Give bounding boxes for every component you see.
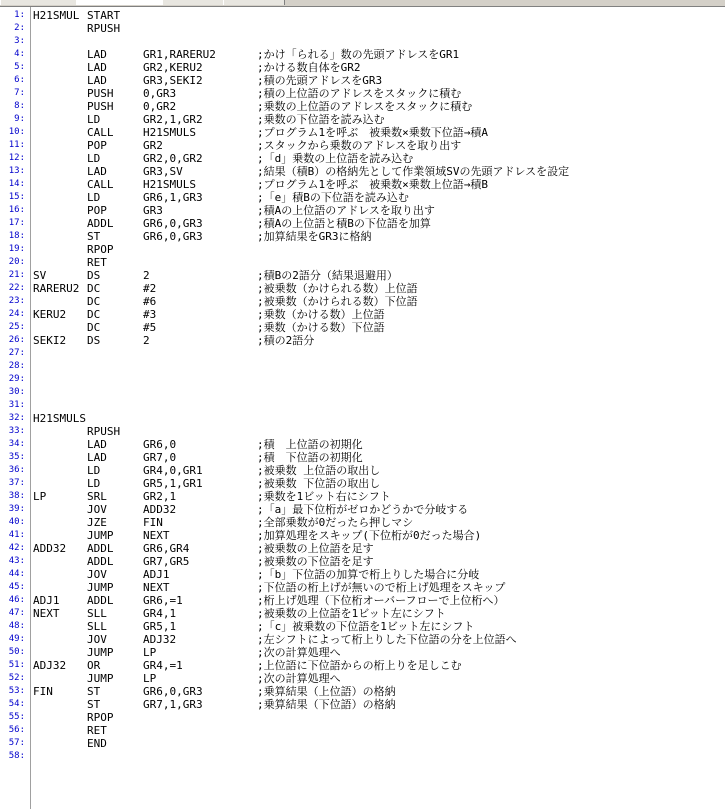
code-opcode: ADDL (87, 555, 114, 568)
line-number: 30 : (1, 386, 25, 399)
code-operand: H21SMULS (143, 126, 196, 139)
code-comment: ;桁上げ処理（下位桁オーバーフローで上位桁へ） (257, 594, 505, 607)
line-number: 51 : (1, 659, 25, 672)
code-operand: GR2,0,GR2 (143, 152, 203, 165)
code-label: FIN (33, 685, 53, 698)
line-number: 40 : (1, 516, 25, 529)
line-number: 19 : (1, 243, 25, 256)
line-number: 26 : (1, 334, 25, 347)
line-number: 48 : (1, 620, 25, 633)
code-opcode: ADDL (87, 217, 114, 230)
line-number: 9 : (1, 113, 25, 126)
code-operand: GR7,1,GR3 (143, 698, 203, 711)
code-comment: ;「d」乗数の上位語を読み込む (257, 152, 414, 165)
line-number: 34 : (1, 438, 25, 451)
line-number: 46 : (1, 594, 25, 607)
code-operand: GR2,1 (143, 490, 177, 503)
code-opcode: ADDL (87, 542, 114, 555)
line-number: 58 : (1, 750, 25, 763)
code-opcode: LAD (87, 61, 107, 74)
code-comment: ;「c」被乗数の下位語を1ビット左にシフト (257, 620, 475, 633)
code-operand: #5 (143, 321, 157, 334)
code-operand: 2 (143, 334, 150, 347)
code-opcode: RPOP (87, 243, 114, 256)
line-number: 57 : (1, 737, 25, 750)
code-label: H21SMUL (33, 9, 80, 22)
line-number: 42 : (1, 542, 25, 555)
line-number: 28 : (1, 360, 25, 373)
code-opcode: LD (87, 191, 101, 204)
code-comment: ;下位語の桁上げが無いので桁上げ処理をスキップ (257, 581, 506, 594)
code-operand: #6 (143, 295, 157, 308)
code-label: H21SMULS (33, 412, 86, 425)
code-operand: #2 (143, 282, 157, 295)
code-operand: GR6,0,GR3 (143, 230, 203, 243)
code-label: ADD32 (33, 542, 67, 555)
line-number: 21 : (1, 269, 25, 282)
code-opcode: CALL (87, 126, 114, 139)
code-operand: GR2,KERU2 (143, 61, 203, 74)
line-number: 24 : (1, 308, 25, 321)
code-comment: ;左シフトによって桁上りした下位語の分を上位語へ (257, 633, 517, 646)
line-number: 37 : (1, 477, 25, 490)
code-label: ADJ1 (33, 594, 60, 607)
code-operand: GR2,1,GR2 (143, 113, 203, 126)
line-number: 23 : (1, 295, 25, 308)
code-operand: GR4,0,GR1 (143, 464, 203, 477)
code-opcode: START (87, 9, 121, 22)
code-opcode: END (87, 737, 107, 750)
line-number: 38 : (1, 490, 25, 503)
code-comment: ;被乗数の上位語を1ビット左にシフト (257, 607, 446, 620)
code-opcode: OR (87, 659, 101, 672)
line-number: 12 : (1, 152, 25, 165)
code-opcode: LAD (87, 451, 107, 464)
tab-bar (0, 0, 725, 7)
code-operand: GR2 (143, 139, 163, 152)
code-label: RARERU2 (33, 282, 80, 295)
code-opcode: DC (87, 295, 101, 308)
code-opcode: DC (87, 282, 101, 295)
code-operand: GR5,1,GR1 (143, 477, 203, 490)
line-number: 49 : (1, 633, 25, 646)
tab-2[interactable] (76, 0, 163, 5)
code-opcode: DC (87, 321, 101, 334)
code-operand: ADJ1 (143, 568, 170, 581)
line-number: 39 : (1, 503, 25, 516)
line-number: 29 : (1, 373, 25, 386)
line-number: 43 : (1, 555, 25, 568)
code-opcode: LD (87, 477, 101, 490)
code-operand: GR6,GR4 (143, 542, 190, 555)
line-number: 45 : (1, 581, 25, 594)
code-operand: ADD32 (143, 503, 177, 516)
code-comment: ;乗算結果（下位語）の格納 (257, 698, 396, 711)
code-opcode: DS (87, 334, 101, 347)
code-opcode: JUMP (87, 581, 114, 594)
code-operand: LP (143, 646, 157, 659)
line-number: 2 : (1, 22, 25, 35)
line-number: 14 : (1, 178, 25, 191)
line-number: 8 : (1, 100, 25, 113)
code-opcode: JUMP (87, 672, 114, 685)
code-opcode: JOV (87, 568, 107, 581)
line-number: 55 : (1, 711, 25, 724)
code-operand: NEXT (143, 529, 170, 542)
code-comment: ;「b」下位語の加算で桁上りした場合に分岐 (257, 568, 480, 581)
code-opcode: JOV (87, 503, 107, 516)
line-number: 4 : (1, 48, 25, 61)
line-number: 18 : (1, 230, 25, 243)
line-number: 3 : (1, 35, 25, 48)
line-number: 15 : (1, 191, 25, 204)
line-number: 16 : (1, 204, 25, 217)
line-number: 32 : (1, 412, 25, 425)
code-opcode: ADDL (87, 594, 114, 607)
code-editor[interactable] (31, 7, 725, 809)
code-operand: GR3,SEKI2 (143, 74, 203, 87)
code-comment: ;「a」最下位桁がゼロかどうかで分岐する (257, 503, 469, 516)
code-opcode: DC (87, 308, 101, 321)
code-operand: GR6,0,GR3 (143, 685, 203, 698)
code-comment: ;スタックから乗数のアドレスを取り出す (257, 139, 462, 152)
code-opcode: RPUSH (87, 425, 121, 438)
code-opcode: RET (87, 724, 107, 737)
code-comment: ;かけ「られる」数の先頭アドレスをGR1 (257, 48, 460, 61)
code-opcode: ST (87, 230, 101, 243)
code-comment: ;被乗数 下位語の取出し (257, 477, 381, 490)
code-label: NEXT (33, 607, 60, 620)
code-comment: ;結果（積B）の格納先として作業領域SVの先頭アドレスを設定 (257, 165, 570, 178)
code-comment: ;乗数を1ビット右にシフト (257, 490, 391, 503)
code-operand: GR6,1,GR3 (143, 191, 203, 204)
code-opcode: LD (87, 464, 101, 477)
line-number: 13 : (1, 165, 25, 178)
code-opcode: POP (87, 139, 107, 152)
code-operand: 0,GR2 (143, 100, 177, 113)
code-comment: ;次の計算処理へ (257, 646, 341, 659)
code-opcode: LAD (87, 74, 107, 87)
code-comment: ;「e」積Bの下位語を読み込む (257, 191, 409, 204)
code-operand: #3 (143, 308, 157, 321)
code-opcode: JZE (87, 516, 107, 529)
line-number: 31 : (1, 399, 25, 412)
code-opcode: ST (87, 698, 101, 711)
code-opcode: JOV (87, 633, 107, 646)
code-comment: ;被乗数の下位語を足す (257, 555, 374, 568)
code-operand: GR4,1 (143, 607, 177, 620)
code-comment: ;乗数の上位語のアドレスをスタックに積む (257, 100, 473, 113)
code-comment: ;積の2語分 (257, 334, 315, 347)
code-operand: GR4,=1 (143, 659, 183, 672)
code-operand: FIN (143, 516, 163, 529)
code-comment: ;被乗数 上位語の取出し (257, 464, 381, 477)
code-opcode: LD (87, 113, 101, 126)
code-comment: ;積の先頭アドレスをGR3 (257, 74, 383, 87)
code-opcode: LAD (87, 48, 107, 61)
line-number: 25 : (1, 321, 25, 334)
code-label: LP (33, 490, 47, 503)
line-number: 44 : (1, 568, 25, 581)
tab-4[interactable] (223, 0, 285, 5)
code-label: ADJ32 (33, 659, 67, 672)
line-number: 53 : (1, 685, 25, 698)
code-comment: ;被乗数の上位語を足す (257, 542, 374, 555)
line-number: 54 : (1, 698, 25, 711)
code-comment: ;プログラム1を呼ぶ 被乗数×乗数下位語→積A (257, 126, 489, 139)
code-operand: GR3 (143, 204, 163, 217)
line-number: 47 : (1, 607, 25, 620)
code-opcode: POP (87, 204, 107, 217)
line-number: 35 : (1, 451, 25, 464)
code-operand: NEXT (143, 581, 170, 594)
line-number: 41 : (1, 529, 25, 542)
code-opcode: RPOP (87, 711, 114, 724)
tab-3[interactable] (162, 0, 224, 5)
line-number: 17 : (1, 217, 25, 230)
code-comment: ;加算結果をGR3に格納 (257, 230, 372, 243)
code-comment: ;乗算結果（上位語）の格納 (257, 685, 396, 698)
line-number: 7 : (1, 87, 25, 100)
code-opcode: CALL (87, 178, 114, 191)
line-number-gutter (0, 7, 31, 809)
code-opcode: RET (87, 256, 107, 269)
code-operand: GR6,0 (143, 438, 177, 451)
code-operand: GR3,SV (143, 165, 183, 178)
code-comment: ;積Aの上位語のアドレスを取り出す (257, 204, 435, 217)
code-comment: ;乗数（かける数）上位語 (257, 308, 385, 321)
code-comment: ;積Bの2語分（結果退避用） (257, 269, 398, 282)
code-operand: GR5,1 (143, 620, 177, 633)
line-number: 10 : (1, 126, 25, 139)
code-comment: ;かける数自体をGR2 (257, 61, 361, 74)
line-number: 22 : (1, 282, 25, 295)
code-opcode: LAD (87, 438, 107, 451)
code-operand: 0,GR3 (143, 87, 177, 100)
code-opcode: LAD (87, 165, 107, 178)
code-opcode: PUSH (87, 100, 114, 113)
code-comment: ;積Aの上位語と積Bの下位語を加算 (257, 217, 431, 230)
line-number: 1 : (1, 9, 25, 22)
line-number: 20 : (1, 256, 25, 269)
line-number: 6 : (1, 74, 25, 87)
code-operand: GR6,=1 (143, 594, 183, 607)
code-opcode: ST (87, 685, 101, 698)
code-comment: ;全部乗数が0だったら押しマシ (257, 516, 414, 529)
code-opcode: DS (87, 269, 101, 282)
code-comment: ;上位語に下位語からの桁上りを足しこむ (257, 659, 462, 672)
line-number: 36 : (1, 464, 25, 477)
code-opcode: RPUSH (87, 22, 121, 35)
line-number: 5 : (1, 61, 25, 74)
code-comment: ;プログラム1を呼ぶ 被乗数×乗数上位語→積B (257, 178, 489, 191)
code-opcode: PUSH (87, 87, 114, 100)
code-opcode: JUMP (87, 646, 114, 659)
code-comment: ;次の計算処理へ (257, 672, 341, 685)
code-label: SV (33, 269, 47, 282)
line-number: 11 : (1, 139, 25, 152)
code-operand: GR1,RARERU2 (143, 48, 216, 61)
code-operand: GR7,GR5 (143, 555, 190, 568)
code-comment: ;積 下位語の初期化 (257, 451, 363, 464)
line-number: 27 : (1, 347, 25, 360)
code-comment: ;被乗数（かけられる数）上位語 (257, 282, 418, 295)
code-opcode: SLL (87, 620, 107, 633)
code-opcode: SLL (87, 607, 107, 620)
code-operand: H21SMULS (143, 178, 196, 191)
code-opcode: JUMP (87, 529, 114, 542)
code-comment: ;加算処理をスキップ(下位桁が0だった場合) (257, 529, 482, 542)
line-number: 50 : (1, 646, 25, 659)
code-operand: GR6,0,GR3 (143, 217, 203, 230)
code-comment: ;乗数の下位語を読み込む (257, 113, 385, 126)
code-comment: ;積 上位語の初期化 (257, 438, 363, 451)
code-label: SEKI2 (33, 334, 67, 347)
code-opcode: SRL (87, 490, 107, 503)
tab-1[interactable] (0, 0, 77, 5)
line-number: 33 : (1, 425, 25, 438)
code-operand: ADJ32 (143, 633, 177, 646)
code-opcode: LD (87, 152, 101, 165)
code-comment: ;積の上位語のアドレスをスタックに積む (257, 87, 462, 100)
code-operand: GR7,0 (143, 451, 177, 464)
code-label: KERU2 (33, 308, 67, 321)
code-operand: 2 (143, 269, 150, 282)
line-number: 56 : (1, 724, 25, 737)
code-operand: LP (143, 672, 157, 685)
code-comment: ;被乗数（かけられる数）下位語 (257, 295, 418, 308)
line-number: 52 : (1, 672, 25, 685)
code-comment: ;乗数（かける数）下位語 (257, 321, 385, 334)
